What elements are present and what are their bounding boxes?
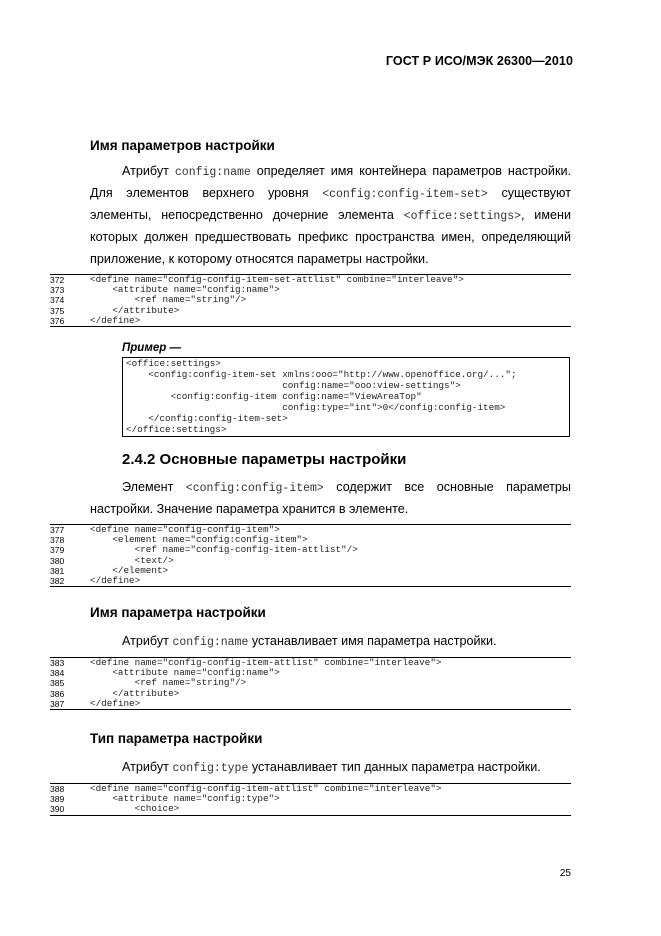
paragraph-setting-name (90, 630, 571, 652)
paragraph-line (90, 476, 571, 498)
section-heading-setting-name: Имя параметра настройки (90, 605, 266, 620)
code-listing-383 (50, 657, 571, 710)
line-number: 372 (50, 275, 65, 285)
paragraph-line (90, 226, 571, 248)
line-number: 375 (50, 305, 65, 316)
inline-code: <config:config-item-set> (322, 188, 488, 201)
inline-code: <office:settings> (403, 210, 522, 223)
example-code-line: config:name="ooo:view-settings"> (126, 380, 461, 391)
code-text: <element name="config:config-item"> (90, 534, 308, 546)
code-text: </define> (90, 697, 141, 709)
section-heading-basic-settings: 2.4.2 Основные параметры настройки (122, 451, 407, 468)
example-code-box (122, 357, 570, 437)
code-line (50, 316, 571, 326)
line-number: 387 (50, 698, 65, 709)
line-number: 383 (50, 658, 65, 668)
code-text: <attribute name="config:type"> (90, 793, 280, 805)
code-text: <text/> (90, 554, 174, 566)
example-label: Пример — (122, 342, 181, 354)
code-text: <define name="config-config-item-set-attlist" combine="interleave"> (90, 274, 464, 285)
text-run: Для элементов верхнего уровня (90, 186, 323, 200)
code-text: <ref name="string"/> (90, 677, 247, 689)
inline-code: config:name (174, 166, 251, 179)
line-number: 374 (50, 295, 65, 306)
section-heading-settings-name: Имя параметров настройки (90, 138, 275, 153)
code-line (50, 576, 571, 586)
line-number: 390 (50, 804, 65, 815)
line-number: 386 (50, 688, 65, 699)
code-text: <attribute name="config:name"> (90, 284, 280, 296)
paragraph-line (90, 630, 571, 652)
line-number: 380 (50, 555, 65, 566)
line-number: 378 (50, 535, 65, 546)
text-run: настройки. Значение параметра хранится в элементе. (90, 502, 409, 516)
paragraph-line (90, 248, 571, 270)
line-number: 385 (50, 678, 65, 689)
code-line (50, 699, 571, 709)
text-run: , имени (521, 208, 571, 222)
paragraph-settings-name (90, 160, 571, 270)
code-text: <ref name="config-config-item-attlist"/> (90, 544, 358, 556)
line-number: 382 (50, 575, 65, 586)
code-text: </define> (90, 574, 141, 586)
inline-code: config:type (172, 762, 249, 775)
text-run: Элемент (122, 480, 186, 494)
paragraph-line (90, 182, 571, 204)
code-text: <define name="config-config-item-attlist" combine="interleave"> (90, 657, 442, 668)
section-heading-setting-type: Тип параметра настройки (90, 731, 263, 746)
example-code-line: config:type="int">0</config:config-item> (126, 402, 506, 413)
text-run: устанавливает имя параметра настройки. (248, 634, 497, 648)
code-line (50, 804, 571, 814)
code-text: <define name="config-config-item-attlist" combine="interleave"> (90, 783, 442, 794)
text-run: Атрибут (122, 760, 173, 774)
text-run: Атрибут (122, 634, 173, 648)
inline-code: config:name (172, 636, 249, 649)
paragraph-line (90, 204, 571, 226)
example-code-line: <office:settings> (126, 358, 221, 369)
example-code-line: <config:config-item config:name="ViewAreaTop" (126, 391, 422, 402)
code-text: </attribute> (90, 687, 180, 699)
example-code-line: </office:settings> (126, 424, 227, 435)
example-code-line: <config:config-item-set xmlns:ooo="http://www.openoffice.org/..."; (126, 369, 517, 380)
line-number: 389 (50, 794, 65, 805)
inline-code: <config:config-item> (185, 482, 324, 495)
code-text: <ref name="string"/> (90, 294, 247, 306)
line-number: 388 (50, 784, 65, 794)
text-run: Атрибут (122, 164, 175, 178)
line-number: 381 (50, 565, 65, 576)
paragraph-setting-type (90, 756, 571, 778)
page-number: 25 (559, 868, 571, 879)
code-listing-388 (50, 783, 571, 816)
text-run: содержит все основные параметры (323, 480, 571, 494)
text-run: приложение, к которому относятся параметры настройки. (90, 252, 429, 266)
text-run: устанавливает тип данных параметра настройки. (248, 760, 541, 774)
code-text: <choice> (90, 803, 180, 815)
text-run: существуют (487, 186, 571, 200)
text-run: которых должен предшествовать префикс пространства имен, определяющий (90, 230, 571, 244)
line-number: 379 (50, 545, 65, 556)
paragraph-line (90, 160, 571, 182)
paragraph-line (90, 756, 571, 778)
code-listing-377 (50, 524, 571, 587)
code-text: </element> (90, 564, 169, 576)
text-run: определяет имя контейнера параметров настройки. (250, 164, 571, 178)
code-text: <attribute name="config:name"> (90, 667, 280, 679)
line-number: 384 (50, 668, 65, 679)
code-text: <define name="config-config-item"> (90, 524, 280, 535)
code-listing-372 (50, 274, 571, 327)
example-code-line: </config:config-item-set> (126, 413, 288, 424)
line-number: 377 (50, 525, 65, 535)
standard-header: ГОСТ Р ИСО/МЭК 26300—2010 (385, 54, 573, 68)
text-run: элементы, непосредственно дочерние элемента (90, 208, 404, 222)
code-text: </define> (90, 314, 141, 326)
paragraph-basic-settings (90, 476, 571, 520)
paragraph-line (90, 498, 571, 520)
line-number: 373 (50, 285, 65, 296)
line-number: 376 (50, 315, 65, 326)
code-text: </attribute> (90, 304, 180, 316)
